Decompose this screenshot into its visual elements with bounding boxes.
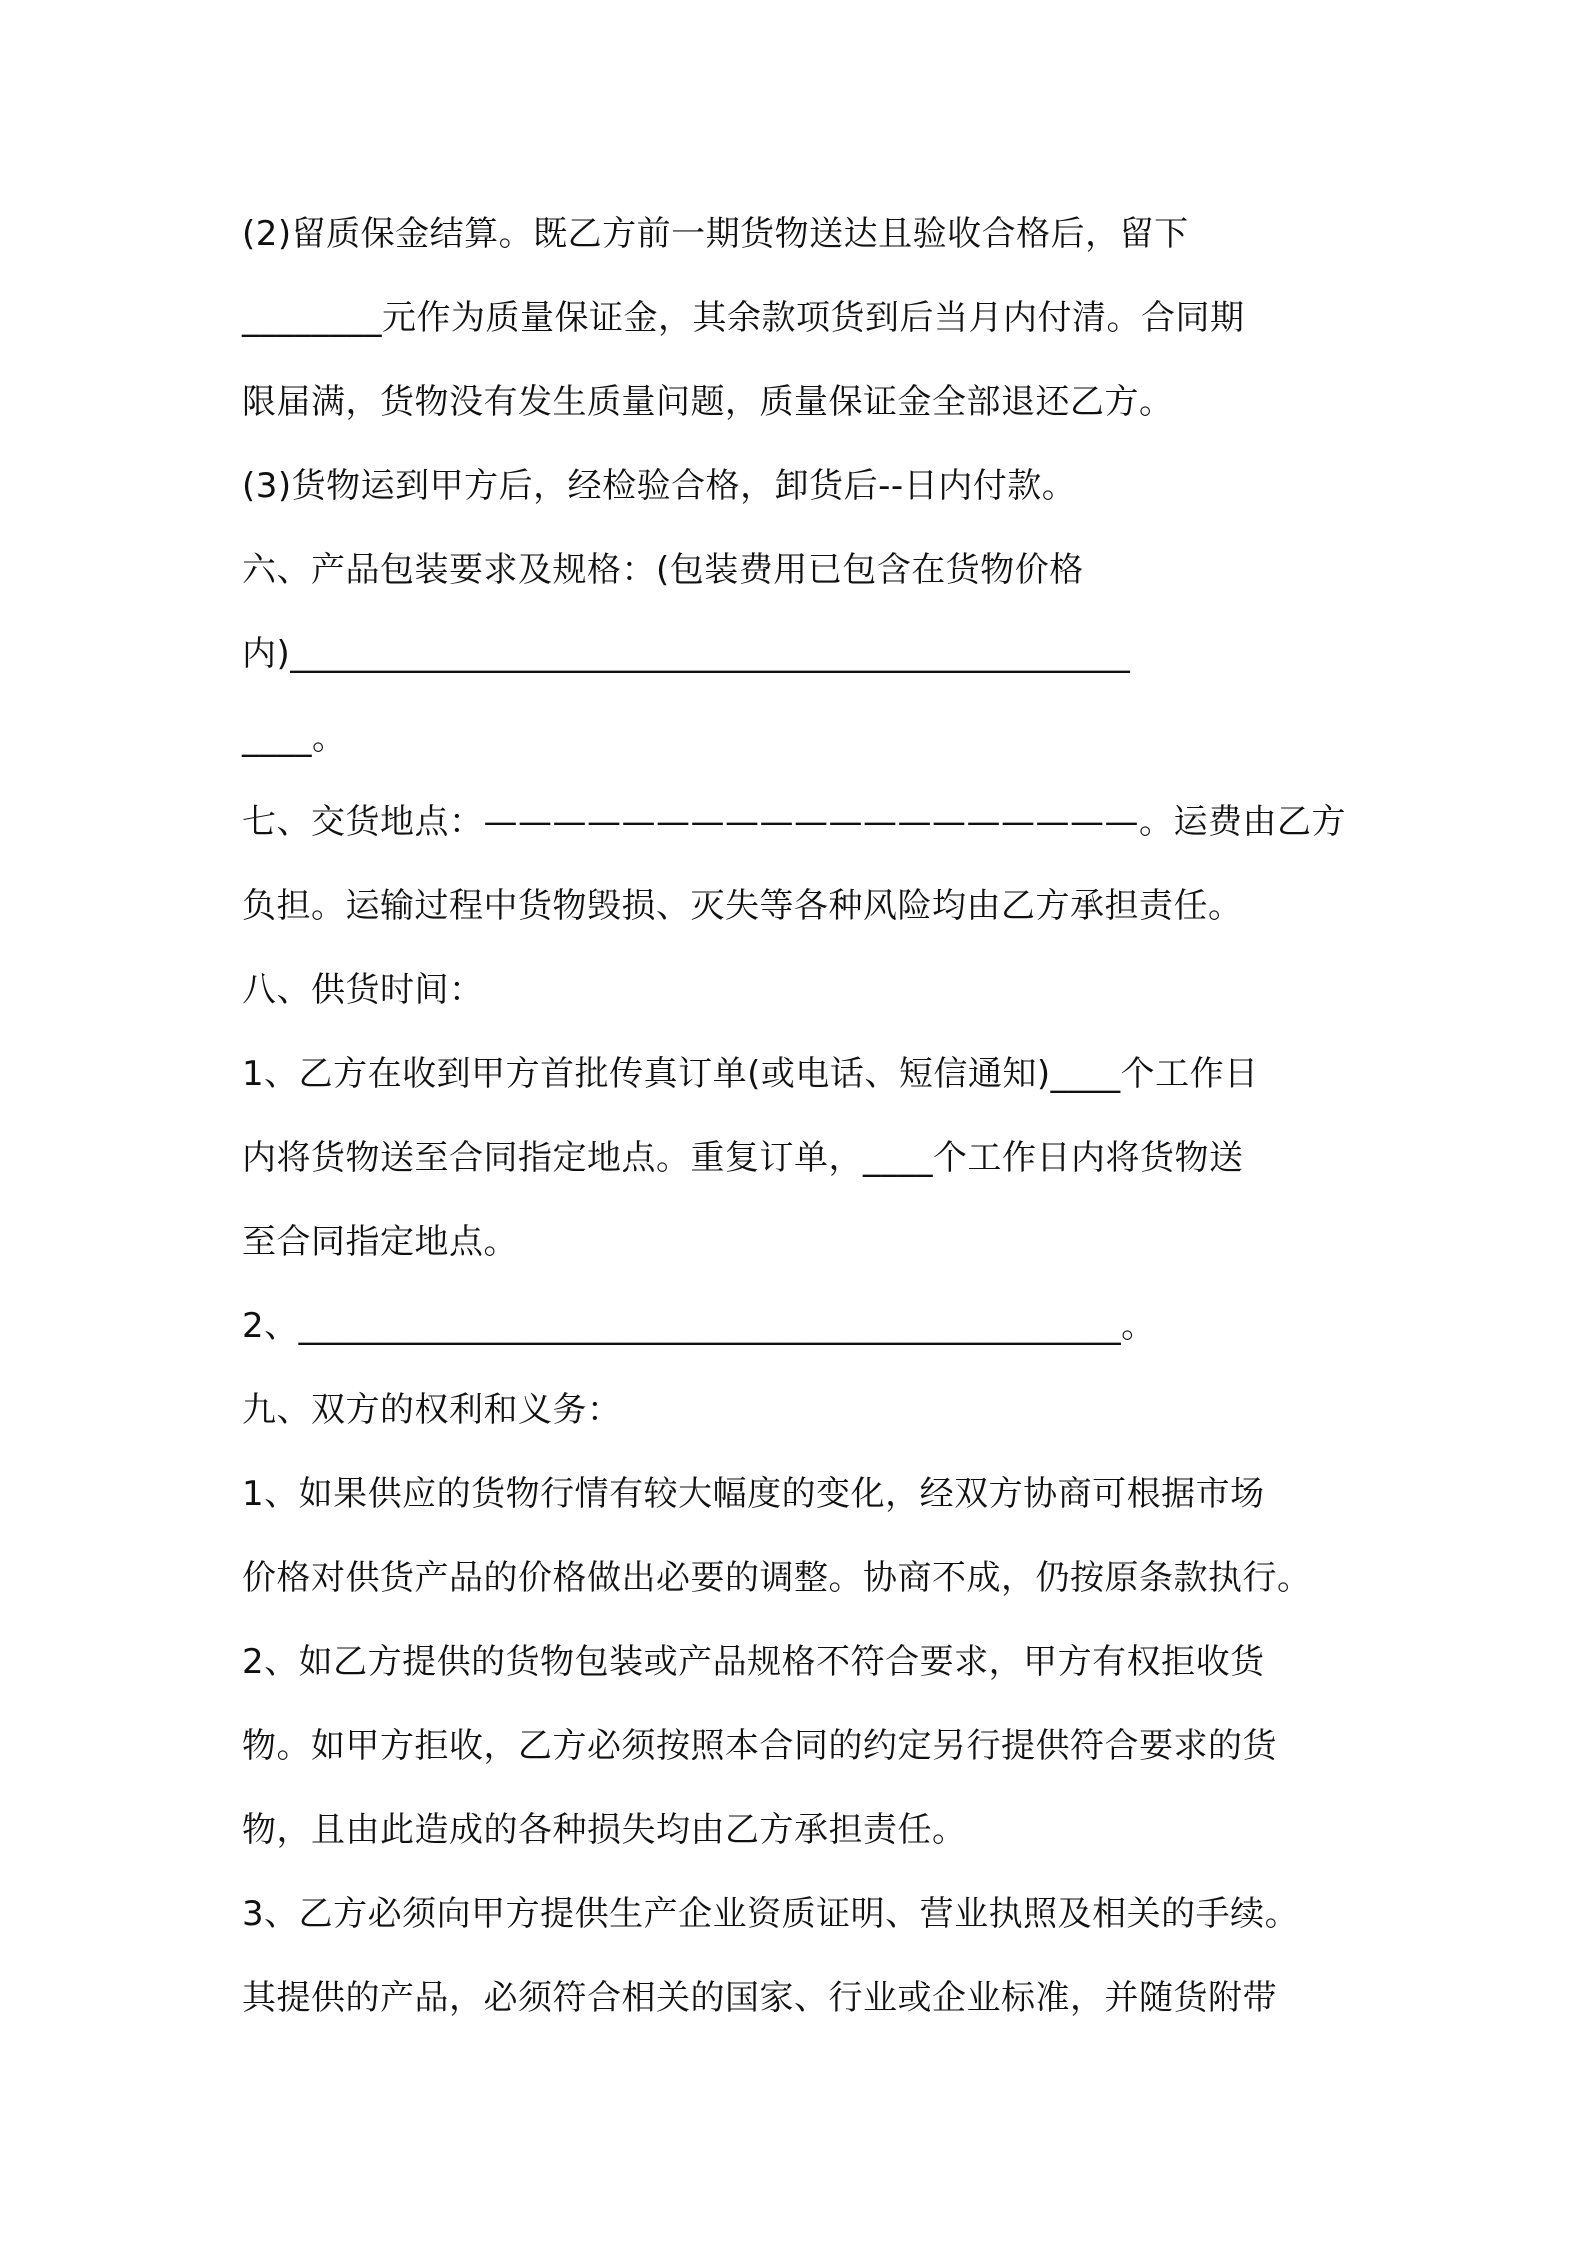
text-line: 内)________________________________________________: [242, 634, 1131, 674]
text-line: 内将货物送至合同指定地点。重复订单，____个工作日内将货物送: [242, 1138, 1244, 1178]
text-line: ____。: [242, 718, 347, 758]
text-line: 物，且由此造成的各种损失均由乙方承担责任。: [242, 1810, 967, 1850]
text-line: 物。如甲方拒收，乙方必须按照本合同的约定另行提供符合要求的货: [242, 1726, 1277, 1766]
section-heading-seven: 七、交货地点：———————————————————。运费由乙方: [242, 802, 1346, 842]
text-line: 1、乙方在收到甲方首批传真订单(或电话、短信通知)____个工作日: [242, 1054, 1259, 1094]
text-line: 限届满，货物没有发生质量问题，质量保证金全部退还乙方。: [242, 382, 1174, 422]
text-line: ________元作为质量保证金，其余款项货到后当月内付清。合同期: [242, 298, 1245, 338]
section-heading-nine: 九、双方的权利和义务：: [242, 1390, 622, 1430]
text-line: 2、_______________________________________________。: [242, 1306, 1156, 1346]
contract-text: [242, 192, 1382, 2040]
text-line: 1、如果供应的货物行情有较大幅度的变化，经双方协商可根据市场: [242, 1474, 1265, 1514]
section-heading-six: 六、产品包装要求及规格：(包装费用已包含在货物价格: [242, 550, 1084, 590]
text-line: 至合同指定地点。: [242, 1222, 518, 1262]
text-line: 2、如乙方提供的货物包装或产品规格不符合要求，甲方有权拒收货: [242, 1642, 1265, 1682]
text-line: 负担。运输过程中货物毁损、灭失等各种风险均由乙方承担责任。: [242, 886, 1243, 926]
text-line: (3)货物运到甲方后，经检验合格，卸货后--日内付款。: [242, 466, 1077, 506]
text-line: 3、乙方必须向甲方提供生产企业资质证明、营业执照及相关的手续。: [242, 1894, 1300, 1934]
text-line: 价格对供货产品的价格做出必要的调整。协商不成，仍按原条款执行。: [242, 1558, 1312, 1598]
text-line: 其提供的产品，必须符合相关的国家、行业或企业标准，并随货附带: [242, 1978, 1277, 2018]
text-line: (2)留质保金结算。既乙方前一期货物送达且验收合格后，留下: [242, 214, 1189, 254]
section-heading-eight: 八、供货时间：: [242, 970, 484, 1010]
